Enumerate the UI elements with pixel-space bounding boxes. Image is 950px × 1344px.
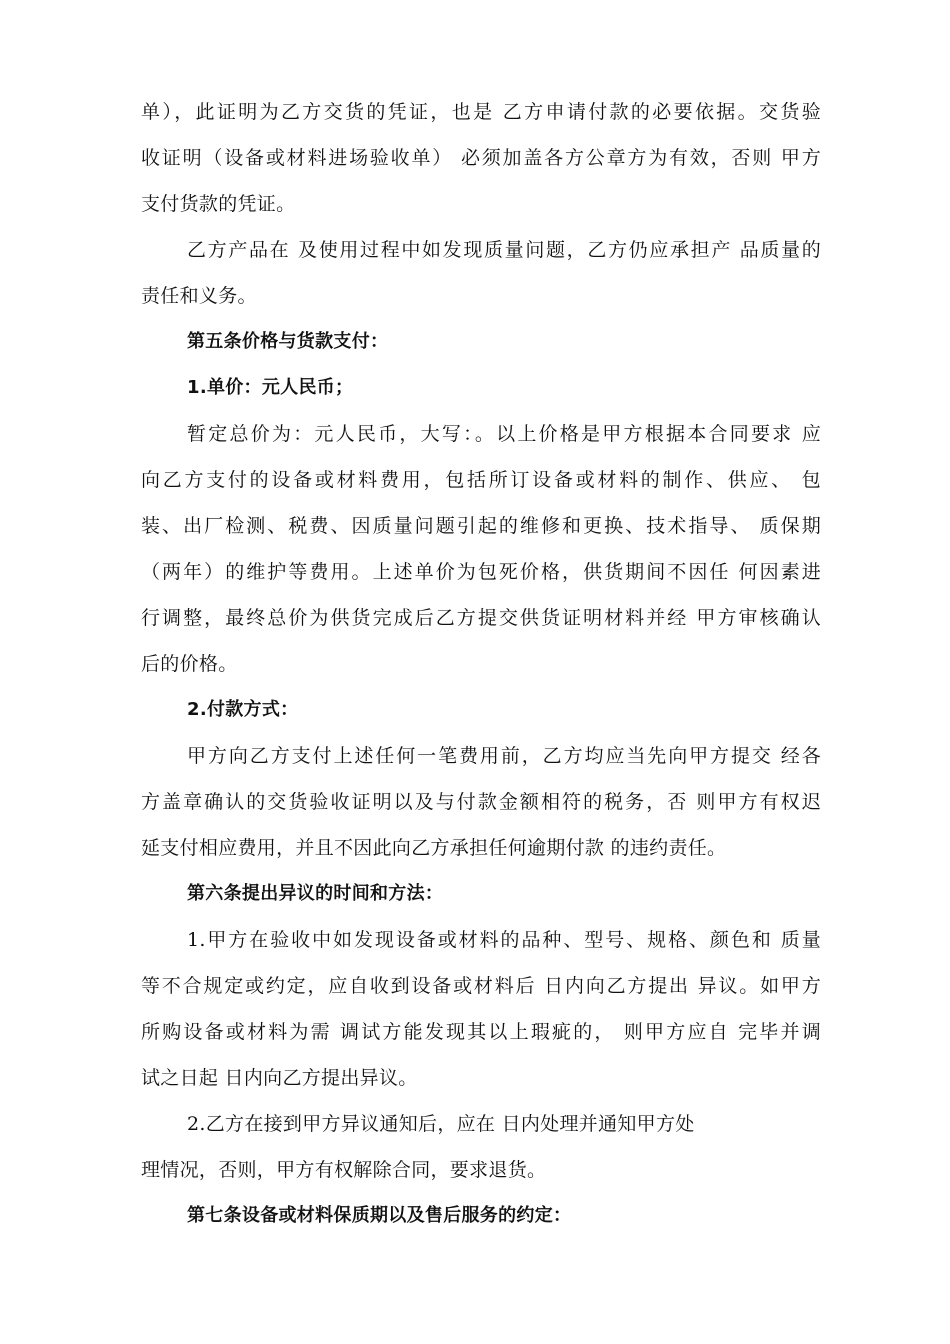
- paragraph-line-8: 暂定总价为：元人民币，大写：。以上价格是甲方根据本合同要求 应: [187, 423, 821, 445]
- section-heading-article-5: 第五条价格与货款支付：: [187, 331, 389, 352]
- paragraph-line-21: 所购设备或材料为需 调试方能发现其以上瑕疵的， 则甲方应自 完毕并调: [141, 1021, 821, 1043]
- paragraph-line-20: 等不合规定或约定，应自收到设备或材料后 日内向乙方提出 异议。如甲方: [141, 975, 821, 997]
- paragraph-line-2: 收证明（设备或材料进场验收单） 必须加盖各方公章方为有效，否则 甲方: [141, 147, 821, 169]
- paragraph-line-9: 向乙方支付的设备或材料费用，包括所订设备或材料的制作、供应、 包: [141, 469, 821, 491]
- subheading-unit-price: 1.单价：元人民币；: [187, 377, 354, 398]
- paragraph-line-24: 理情况，否则，甲方有权解除合同，要求退货。: [141, 1159, 547, 1181]
- paragraph-line-17: 延支付相应费用，并且不因此向乙方承担任何逾期付款 的违约责任。: [141, 837, 727, 859]
- paragraph-line-4: 乙方产品在 及使用过程中如发现质量问题，乙方仍应承担产 品质量的: [187, 239, 821, 261]
- paragraph-line-1: 单），此证明为乙方交货的凭证，也是 乙方申请付款的必要依据。交货验: [141, 101, 821, 123]
- paragraph-line-13: 后的价格。: [141, 653, 238, 675]
- paragraph-line-23: 2.乙方在接到甲方异议通知后，应在 日内处理并通知甲方处: [187, 1113, 695, 1135]
- paragraph-line-10: 装、出厂检测、税费、因质量问题引起的维修和更换、技术指导、 质保期: [141, 515, 821, 537]
- paragraph-line-3: 支付货款的凭证。: [141, 193, 296, 215]
- paragraph-line-16: 方盖章确认的交货验收证明以及与付款金额相符的税务，否 则甲方有权迟: [141, 791, 821, 813]
- paragraph-line-22: 试之日起 日内向乙方提出异议。: [141, 1067, 418, 1089]
- paragraph-line-12: 行调整，最终总价为供货完成后乙方提交供货证明材料并经 甲方审核确认: [141, 607, 821, 629]
- section-heading-article-7: 第七条设备或材料保质期以及售后服务的约定：: [187, 1205, 572, 1226]
- section-heading-article-6: 第六条提出异议的时间和方法：: [187, 883, 444, 904]
- subheading-payment-method: 2.付款方式：: [187, 699, 299, 720]
- paragraph-line-5: 责任和义务。: [141, 285, 257, 307]
- paragraph-line-11: （两年）的维护等费用。上述单价为包死价格，供货期间不因任 何因素进: [141, 561, 821, 583]
- paragraph-line-19: 1.甲方在验收中如发现设备或材料的品种、型号、规格、颜色和 质量: [187, 929, 821, 951]
- paragraph-line-15: 甲方向乙方支付上述任何一笔费用前，乙方均应当先向甲方提交 经各: [187, 745, 821, 767]
